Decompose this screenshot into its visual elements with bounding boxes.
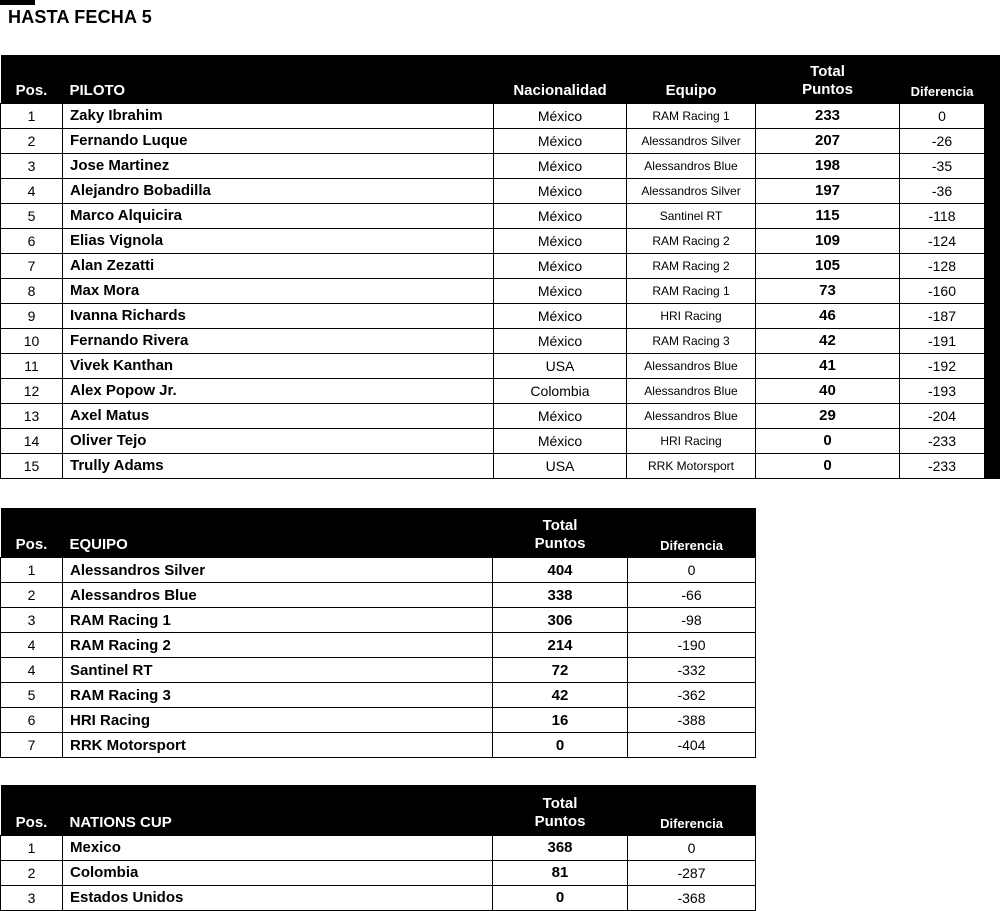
driver-nationality-cell: México (494, 403, 627, 428)
driver-name-cell: Fernando Luque (63, 128, 494, 153)
driver-points-cell: 46 (756, 303, 900, 328)
team-row (1, 558, 756, 583)
right-black-strip-cell (985, 378, 1000, 403)
driver-diff-cell: -35 (900, 153, 985, 178)
driver-team-cell: Santinel RT (627, 203, 756, 228)
team-diff-cell: -404 (628, 733, 756, 758)
nation-points-cell: 368 (493, 835, 628, 860)
driver-nationality-cell: USA (494, 353, 627, 378)
driver-name-cell: Jose Martinez (63, 153, 494, 178)
team-row (1, 633, 756, 658)
driver-diff-cell: -193 (900, 378, 985, 403)
nation-name-cell: Mexico (63, 835, 493, 860)
driver-nationality-cell: México (494, 178, 627, 203)
drivers-header-row (1, 55, 1000, 103)
nation-diff-cell: -368 (628, 885, 756, 910)
driver-diff-cell: 0 (900, 103, 985, 128)
teams-table (0, 508, 756, 759)
right-black-strip-cell (985, 128, 1000, 153)
team-points-cell: 404 (493, 558, 628, 583)
teams-header-row (1, 508, 756, 558)
driver-name-cell: Max Mora (63, 278, 494, 303)
driver-row (1, 253, 1000, 278)
driver-name-cell: Fernando Rivera (63, 328, 494, 353)
driver-position-cell: 15 (1, 453, 63, 478)
driver-points-cell: 0 (756, 453, 900, 478)
driver-team-cell: Alessandros Blue (627, 378, 756, 403)
nation-points-cell: 0 (493, 885, 628, 910)
driver-team-cell: Alessandros Blue (627, 403, 756, 428)
team-points-cell: 338 (493, 583, 628, 608)
driver-row (1, 203, 1000, 228)
driver-position-cell: 3 (1, 153, 63, 178)
driver-nationality-cell: México (494, 153, 627, 178)
driver-position-cell: 7 (1, 253, 63, 278)
nation-points-cell: 81 (493, 860, 628, 885)
team-diff-cell: 0 (628, 558, 756, 583)
driver-position-cell: 8 (1, 278, 63, 303)
driver-team-cell: RAM Racing 1 (627, 103, 756, 128)
header-total-line: Total (493, 517, 628, 535)
driver-diff-cell: -187 (900, 303, 985, 328)
driver-diff-cell: -118 (900, 203, 985, 228)
driver-diff-cell: -160 (900, 278, 985, 303)
driver-name-cell: Axel Matus (63, 403, 494, 428)
teams-table-body (1, 558, 756, 758)
team-position-cell: 5 (1, 683, 63, 708)
team-name-cell: RAM Racing 2 (63, 633, 493, 658)
driver-row (1, 278, 1000, 303)
teams-header-total-puntos (493, 508, 628, 558)
driver-diff-cell: -128 (900, 253, 985, 278)
driver-position-cell: 2 (1, 128, 63, 153)
driver-team-cell: Alessandros Silver (627, 128, 756, 153)
team-points-cell: 16 (493, 708, 628, 733)
right-black-strip-cell (985, 328, 1000, 353)
team-diff-cell: -66 (628, 583, 756, 608)
nations-table-body (1, 835, 756, 910)
team-row (1, 583, 756, 608)
driver-position-cell: 10 (1, 328, 63, 353)
driver-team-cell: RAM Racing 3 (627, 328, 756, 353)
driver-row (1, 178, 1000, 203)
driver-position-cell: 4 (1, 178, 63, 203)
right-black-strip-cell (985, 253, 1000, 278)
team-points-cell: 42 (493, 683, 628, 708)
driver-nationality-cell: México (494, 128, 627, 153)
nations-header-pos: Pos. (1, 785, 63, 835)
team-diff-cell: -190 (628, 633, 756, 658)
driver-row (1, 428, 1000, 453)
teams-header-pos: Pos. (1, 508, 63, 558)
team-position-cell: 2 (1, 583, 63, 608)
driver-team-cell: HRI Racing (627, 428, 756, 453)
driver-row (1, 378, 1000, 403)
driver-points-cell: 29 (756, 403, 900, 428)
right-black-strip-cell (985, 228, 1000, 253)
driver-row (1, 353, 1000, 378)
driver-diff-cell: -191 (900, 328, 985, 353)
driver-diff-cell: -233 (900, 428, 985, 453)
driver-row (1, 153, 1000, 178)
driver-diff-cell: -192 (900, 353, 985, 378)
team-row (1, 708, 756, 733)
driver-row (1, 328, 1000, 353)
team-row (1, 733, 756, 758)
driver-name-cell: Zaky Ibrahim (63, 103, 494, 128)
driver-row (1, 403, 1000, 428)
driver-nationality-cell: México (494, 228, 627, 253)
team-position-cell: 7 (1, 733, 63, 758)
right-black-strip-cell (985, 428, 1000, 453)
nation-position-cell: 1 (1, 835, 63, 860)
right-black-strip-cell (985, 453, 1000, 478)
driver-name-cell: Alan Zezatti (63, 253, 494, 278)
header-puntos-line: Puntos (493, 813, 628, 831)
team-diff-cell: -388 (628, 708, 756, 733)
team-name-cell: HRI Racing (63, 708, 493, 733)
driver-nationality-cell: USA (494, 453, 627, 478)
drivers-table (0, 55, 1000, 479)
driver-team-cell: HRI Racing (627, 303, 756, 328)
team-diff-cell: -362 (628, 683, 756, 708)
driver-name-cell: Alejandro Bobadilla (63, 178, 494, 203)
driver-position-cell: 14 (1, 428, 63, 453)
nation-row (1, 885, 756, 910)
nation-diff-cell: 0 (628, 835, 756, 860)
driver-points-cell: 42 (756, 328, 900, 353)
driver-position-cell: 13 (1, 403, 63, 428)
drivers-header-diferencia: Diferencia (900, 55, 985, 103)
nation-row (1, 835, 756, 860)
team-points-cell: 214 (493, 633, 628, 658)
teams-header-diferencia: Diferencia (628, 508, 756, 558)
driver-nationality-cell: México (494, 103, 627, 128)
driver-row (1, 128, 1000, 153)
driver-row (1, 103, 1000, 128)
driver-team-cell: RAM Racing 1 (627, 278, 756, 303)
driver-team-cell: Alessandros Blue (627, 353, 756, 378)
driver-points-cell: 0 (756, 428, 900, 453)
driver-row (1, 453, 1000, 478)
team-name-cell: Santinel RT (63, 658, 493, 683)
right-black-strip-cell (985, 403, 1000, 428)
driver-points-cell: 197 (756, 178, 900, 203)
team-points-cell: 72 (493, 658, 628, 683)
nations-header-total-puntos (493, 785, 628, 835)
driver-row (1, 303, 1000, 328)
driver-position-cell: 1 (1, 103, 63, 128)
team-name-cell: Alessandros Blue (63, 583, 493, 608)
driver-position-cell: 11 (1, 353, 63, 378)
drivers-header-equipo: Equipo (627, 55, 756, 103)
driver-diff-cell: -124 (900, 228, 985, 253)
driver-name-cell: Alex Popow Jr. (63, 378, 494, 403)
drivers-header-pos: Pos. (1, 55, 63, 103)
team-name-cell: RAM Racing 1 (63, 608, 493, 633)
right-black-strip-cell (985, 303, 1000, 328)
team-name-cell: RAM Racing 3 (63, 683, 493, 708)
team-points-cell: 306 (493, 608, 628, 633)
right-black-strip-cell (985, 203, 1000, 228)
driver-points-cell: 109 (756, 228, 900, 253)
header-total-line: Total (493, 795, 628, 813)
driver-team-cell: Alessandros Blue (627, 153, 756, 178)
driver-points-cell: 115 (756, 203, 900, 228)
driver-position-cell: 6 (1, 228, 63, 253)
right-black-strip-cell (985, 103, 1000, 128)
team-row (1, 658, 756, 683)
header-total-line: Total (756, 63, 900, 81)
driver-name-cell: Oliver Tejo (63, 428, 494, 453)
team-position-cell: 4 (1, 633, 63, 658)
driver-nationality-cell: Colombia (494, 378, 627, 403)
driver-nationality-cell: México (494, 278, 627, 303)
driver-nationality-cell: México (494, 303, 627, 328)
drivers-header-total-puntos (756, 55, 900, 103)
team-position-cell: 4 (1, 658, 63, 683)
right-black-strip-header (985, 55, 1000, 103)
nation-position-cell: 3 (1, 885, 63, 910)
driver-diff-cell: -36 (900, 178, 985, 203)
team-row (1, 608, 756, 633)
driver-points-cell: 41 (756, 353, 900, 378)
driver-nationality-cell: México (494, 328, 627, 353)
driver-name-cell: Marco Alquicira (63, 203, 494, 228)
driver-points-cell: 233 (756, 103, 900, 128)
nation-row (1, 860, 756, 885)
driver-points-cell: 198 (756, 153, 900, 178)
driver-points-cell: 105 (756, 253, 900, 278)
driver-nationality-cell: México (494, 203, 627, 228)
nation-name-cell: Colombia (63, 860, 493, 885)
driver-team-cell: RAM Racing 2 (627, 228, 756, 253)
driver-diff-cell: -233 (900, 453, 985, 478)
team-diff-cell: -332 (628, 658, 756, 683)
nation-diff-cell: -287 (628, 860, 756, 885)
header-puntos-line: Puntos (493, 535, 628, 553)
driver-name-cell: Trully Adams (63, 453, 494, 478)
team-position-cell: 6 (1, 708, 63, 733)
driver-position-cell: 12 (1, 378, 63, 403)
driver-name-cell: Ivanna Richards (63, 303, 494, 328)
driver-name-cell: Vivek Kanthan (63, 353, 494, 378)
nations-header-nations-cup: NATIONS CUP (63, 785, 493, 835)
teams-header-equipo: EQUIPO (63, 508, 493, 558)
driver-points-cell: 73 (756, 278, 900, 303)
team-points-cell: 0 (493, 733, 628, 758)
team-row (1, 683, 756, 708)
team-position-cell: 3 (1, 608, 63, 633)
driver-nationality-cell: México (494, 428, 627, 453)
driver-nationality-cell: México (494, 253, 627, 278)
nation-name-cell: Estados Unidos (63, 885, 493, 910)
right-black-strip-cell (985, 278, 1000, 303)
driver-position-cell: 9 (1, 303, 63, 328)
nations-header-row (1, 785, 756, 835)
drivers-header-nacionalidad: Nacionalidad (494, 55, 627, 103)
driver-points-cell: 40 (756, 378, 900, 403)
right-black-strip-cell (985, 153, 1000, 178)
team-position-cell: 1 (1, 558, 63, 583)
driver-team-cell: RRK Motorsport (627, 453, 756, 478)
page-title: HASTA FECHA 5 (0, 0, 1000, 55)
corner-mark (0, 0, 35, 5)
right-black-strip-cell (985, 353, 1000, 378)
team-name-cell: RRK Motorsport (63, 733, 493, 758)
nations-table (0, 785, 756, 911)
nations-header-diferencia: Diferencia (628, 785, 756, 835)
nation-position-cell: 2 (1, 860, 63, 885)
driver-points-cell: 207 (756, 128, 900, 153)
driver-position-cell: 5 (1, 203, 63, 228)
driver-diff-cell: -204 (900, 403, 985, 428)
team-diff-cell: -98 (628, 608, 756, 633)
driver-row (1, 228, 1000, 253)
right-black-strip-cell (985, 178, 1000, 203)
drivers-header-piloto: PILOTO (63, 55, 494, 103)
driver-team-cell: RAM Racing 2 (627, 253, 756, 278)
drivers-table-body (1, 103, 1000, 478)
driver-diff-cell: -26 (900, 128, 985, 153)
driver-team-cell: Alessandros Silver (627, 178, 756, 203)
driver-name-cell: Elias Vignola (63, 228, 494, 253)
header-puntos-line: Puntos (756, 81, 900, 99)
team-name-cell: Alessandros Silver (63, 558, 493, 583)
